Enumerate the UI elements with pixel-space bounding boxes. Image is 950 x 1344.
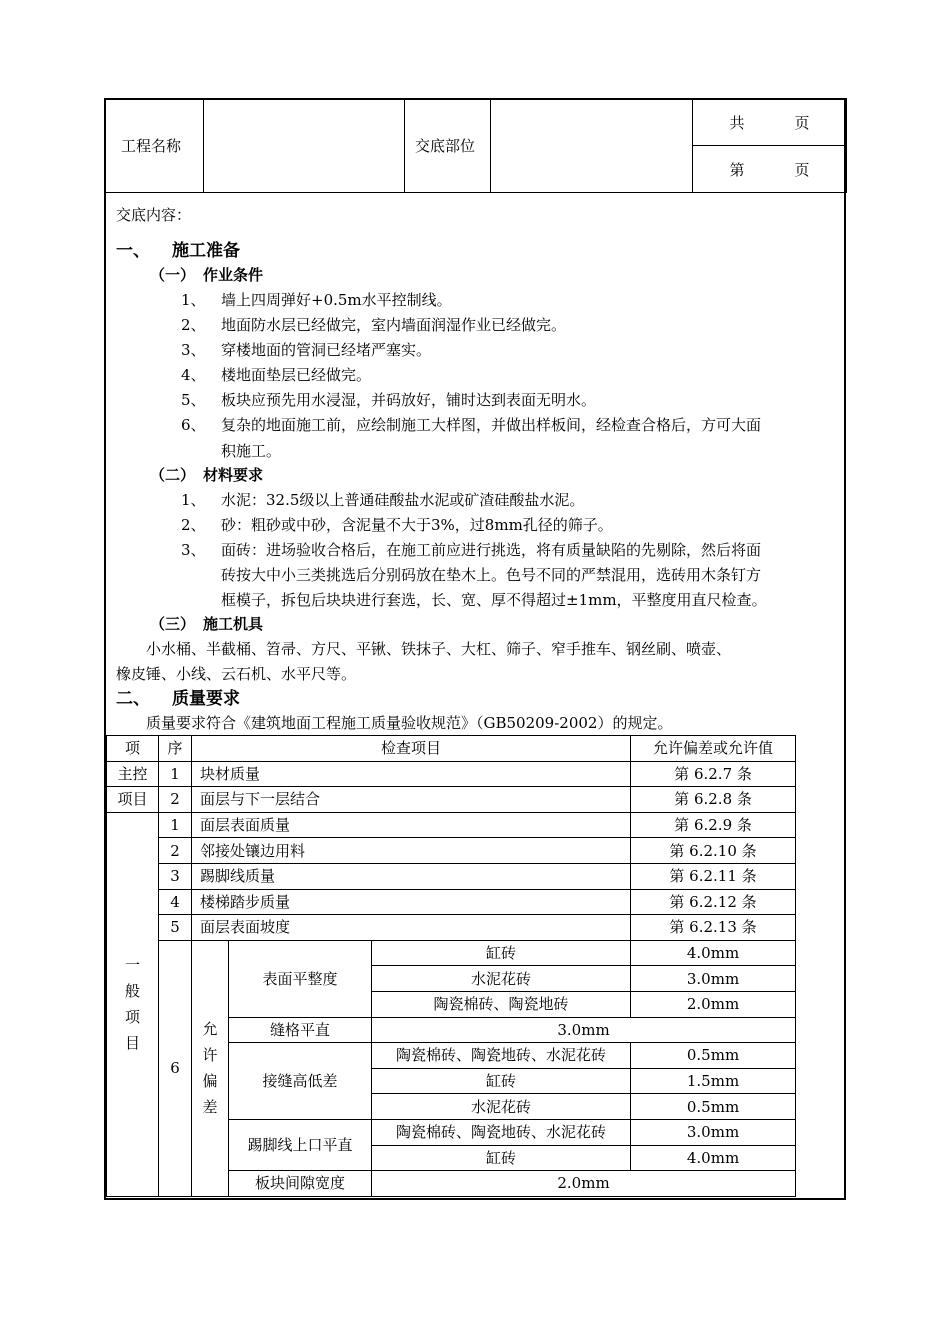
check-cell: 楼梯踏步质量 xyxy=(192,889,631,915)
value-cell: 第 6.2.11 条 xyxy=(631,863,796,889)
location-value xyxy=(491,99,693,193)
value-cell: 第 6.2.12 条 xyxy=(631,889,796,915)
type-cell: 陶瓷棉砖、陶瓷地砖、水泥花砖 xyxy=(372,1119,631,1145)
sub2-heading: （二） 材料要求 xyxy=(150,466,264,484)
list-item: 4、 楼地面垫层已经做完。 xyxy=(181,366,372,384)
tools-line: 小水桶、半截桶、笤帚、方尺、平锹、铁抹子、大杠、筛子、窄手推车、钢丝刷、喷壶、 xyxy=(146,640,732,658)
type-cell: 水泥花砖 xyxy=(372,966,631,992)
seam-name: 缝格平直 xyxy=(229,1017,372,1043)
seq-cell: 1 xyxy=(159,761,192,787)
table-row xyxy=(107,889,796,915)
type-cell: 缸砖 xyxy=(372,940,631,966)
list-item-continuation: 积施工。 xyxy=(221,442,282,460)
main-label: 主控 xyxy=(107,761,159,787)
quality-intro: 质量要求符合《建筑地面工程施工质量验收规范》（GB50209-2002）的规定。 xyxy=(146,714,673,732)
list-item: 1、 墙上四周弹好+0.5m水平控制线。 xyxy=(181,291,452,309)
value-cell: 4.0mm xyxy=(631,1145,796,1171)
quality-table xyxy=(106,735,796,1197)
check-cell: 邻接处镶边用料 xyxy=(192,838,631,864)
list-item: 3、 穿楼地面的管洞已经堵严塞实。 xyxy=(181,341,432,359)
type-cell: 陶瓷棉砖、陶瓷地砖 xyxy=(372,991,631,1017)
table-row xyxy=(107,761,796,787)
check-cell: 面层表面坡度 xyxy=(192,915,631,941)
table-row xyxy=(107,863,796,889)
sub1-heading: （一） 作业条件 xyxy=(150,266,264,284)
sub3-heading: （三） 施工机具 xyxy=(150,615,264,633)
total-pages: 共 页 xyxy=(693,99,847,146)
header-item: 项 xyxy=(107,736,159,762)
value-cell: 0.5mm xyxy=(631,1094,796,1120)
value-cell: 4.0mm xyxy=(631,940,796,966)
seq-cell: 1 xyxy=(159,812,192,838)
section1-heading: 一、 施工准备 xyxy=(116,241,240,261)
value-cell: 3.0mm xyxy=(631,1119,796,1145)
project-name-label: 工程名称 xyxy=(105,99,204,193)
gap-name: 板块间隙宽度 xyxy=(229,1171,372,1197)
table-header-row xyxy=(107,736,796,762)
value-cell: 2.0mm xyxy=(372,1171,796,1197)
header-check: 检查项目 xyxy=(192,736,631,762)
value-cell: 3.0mm xyxy=(372,1017,796,1043)
list-item: 2、 地面防水层已经做完，室内墙面润湿作业已经做完。 xyxy=(181,316,567,334)
deviation-label: 允 许 偏 差 xyxy=(192,940,229,1196)
list-item-continuation: 框模子，拆包后块块进行套选，长、宽、厚不得超过±1mm，平整度用直尺检查。 xyxy=(221,591,767,609)
project-name-value xyxy=(204,99,405,193)
value-cell: 第 6.2.7 条 xyxy=(631,761,796,787)
value-cell: 0.5mm xyxy=(631,1043,796,1069)
list-item: 6、 复杂的地面施工前，应绘制施工大样图，并做出样板间，经检查合格后，方可大面 xyxy=(181,416,762,434)
list-item: 1、 水泥：32.5级以上普通硅酸盐水泥或矿渣硅酸盐水泥。 xyxy=(181,491,585,509)
value-cell: 第 6.2.9 条 xyxy=(631,812,796,838)
main-label: 项目 xyxy=(107,787,159,813)
general-label: 一 般 项 目 xyxy=(107,812,159,1196)
skirting-name: 踢脚线上口平直 xyxy=(229,1119,372,1170)
seq-cell: 2 xyxy=(159,838,192,864)
table-row xyxy=(107,787,796,813)
seq-cell: 6 xyxy=(159,940,192,1196)
value-cell: 第 6.2.8 条 xyxy=(631,787,796,813)
value-cell: 第 6.2.13 条 xyxy=(631,915,796,941)
seq-cell: 5 xyxy=(159,915,192,941)
table-row xyxy=(107,838,796,864)
content-label: 交底内容： xyxy=(116,206,192,224)
value-cell: 1.5mm xyxy=(631,1068,796,1094)
location-label: 交底部位 xyxy=(405,99,491,193)
check-cell: 面层与下一层结合 xyxy=(192,787,631,813)
list-item: 3、 面砖：进场验收合格后，在施工前应进行挑选，将有质量缺陷的先剔除，然后将面 xyxy=(181,541,762,559)
seq-cell: 3 xyxy=(159,863,192,889)
table-row xyxy=(107,940,796,966)
value-cell: 2.0mm xyxy=(631,991,796,1017)
value-cell: 第 6.2.10 条 xyxy=(631,838,796,864)
check-cell: 踢脚线质量 xyxy=(192,863,631,889)
table-row xyxy=(107,915,796,941)
type-cell: 陶瓷棉砖、陶瓷地砖、水泥花砖 xyxy=(372,1043,631,1069)
section2-heading: 二、 质量要求 xyxy=(116,689,240,709)
current-page: 第 页 xyxy=(693,146,847,193)
table-row xyxy=(107,812,796,838)
list-item: 5、 板块应预先用水浸湿，并码放好，铺时达到表面无明水。 xyxy=(181,391,597,409)
type-cell: 缸砖 xyxy=(372,1145,631,1171)
header-table xyxy=(104,98,847,193)
check-cell: 块材质量 xyxy=(192,761,631,787)
joint-name: 接缝高低差 xyxy=(229,1043,372,1120)
flatness-name: 表面平整度 xyxy=(229,940,372,1017)
tools-line: 橡皮锤、小线、云石机、水平尺等。 xyxy=(116,665,357,683)
seq-cell: 4 xyxy=(159,889,192,915)
header-allow: 允许偏差或允许值 xyxy=(631,736,796,762)
type-cell: 缸砖 xyxy=(372,1068,631,1094)
seq-cell: 2 xyxy=(159,787,192,813)
header-seq: 序 xyxy=(159,736,192,762)
list-item: 2、 砂：粗砂或中砂，含泥量不大于3%，过8mm孔径的筛子。 xyxy=(181,516,613,534)
check-cell: 面层表面质量 xyxy=(192,812,631,838)
value-cell: 3.0mm xyxy=(631,966,796,992)
type-cell: 水泥花砖 xyxy=(372,1094,631,1120)
list-item-continuation: 砖按大中小三类挑选后分别码放在垫木上。色号不同的严禁混用，选砖用木条钉方 xyxy=(221,566,762,584)
